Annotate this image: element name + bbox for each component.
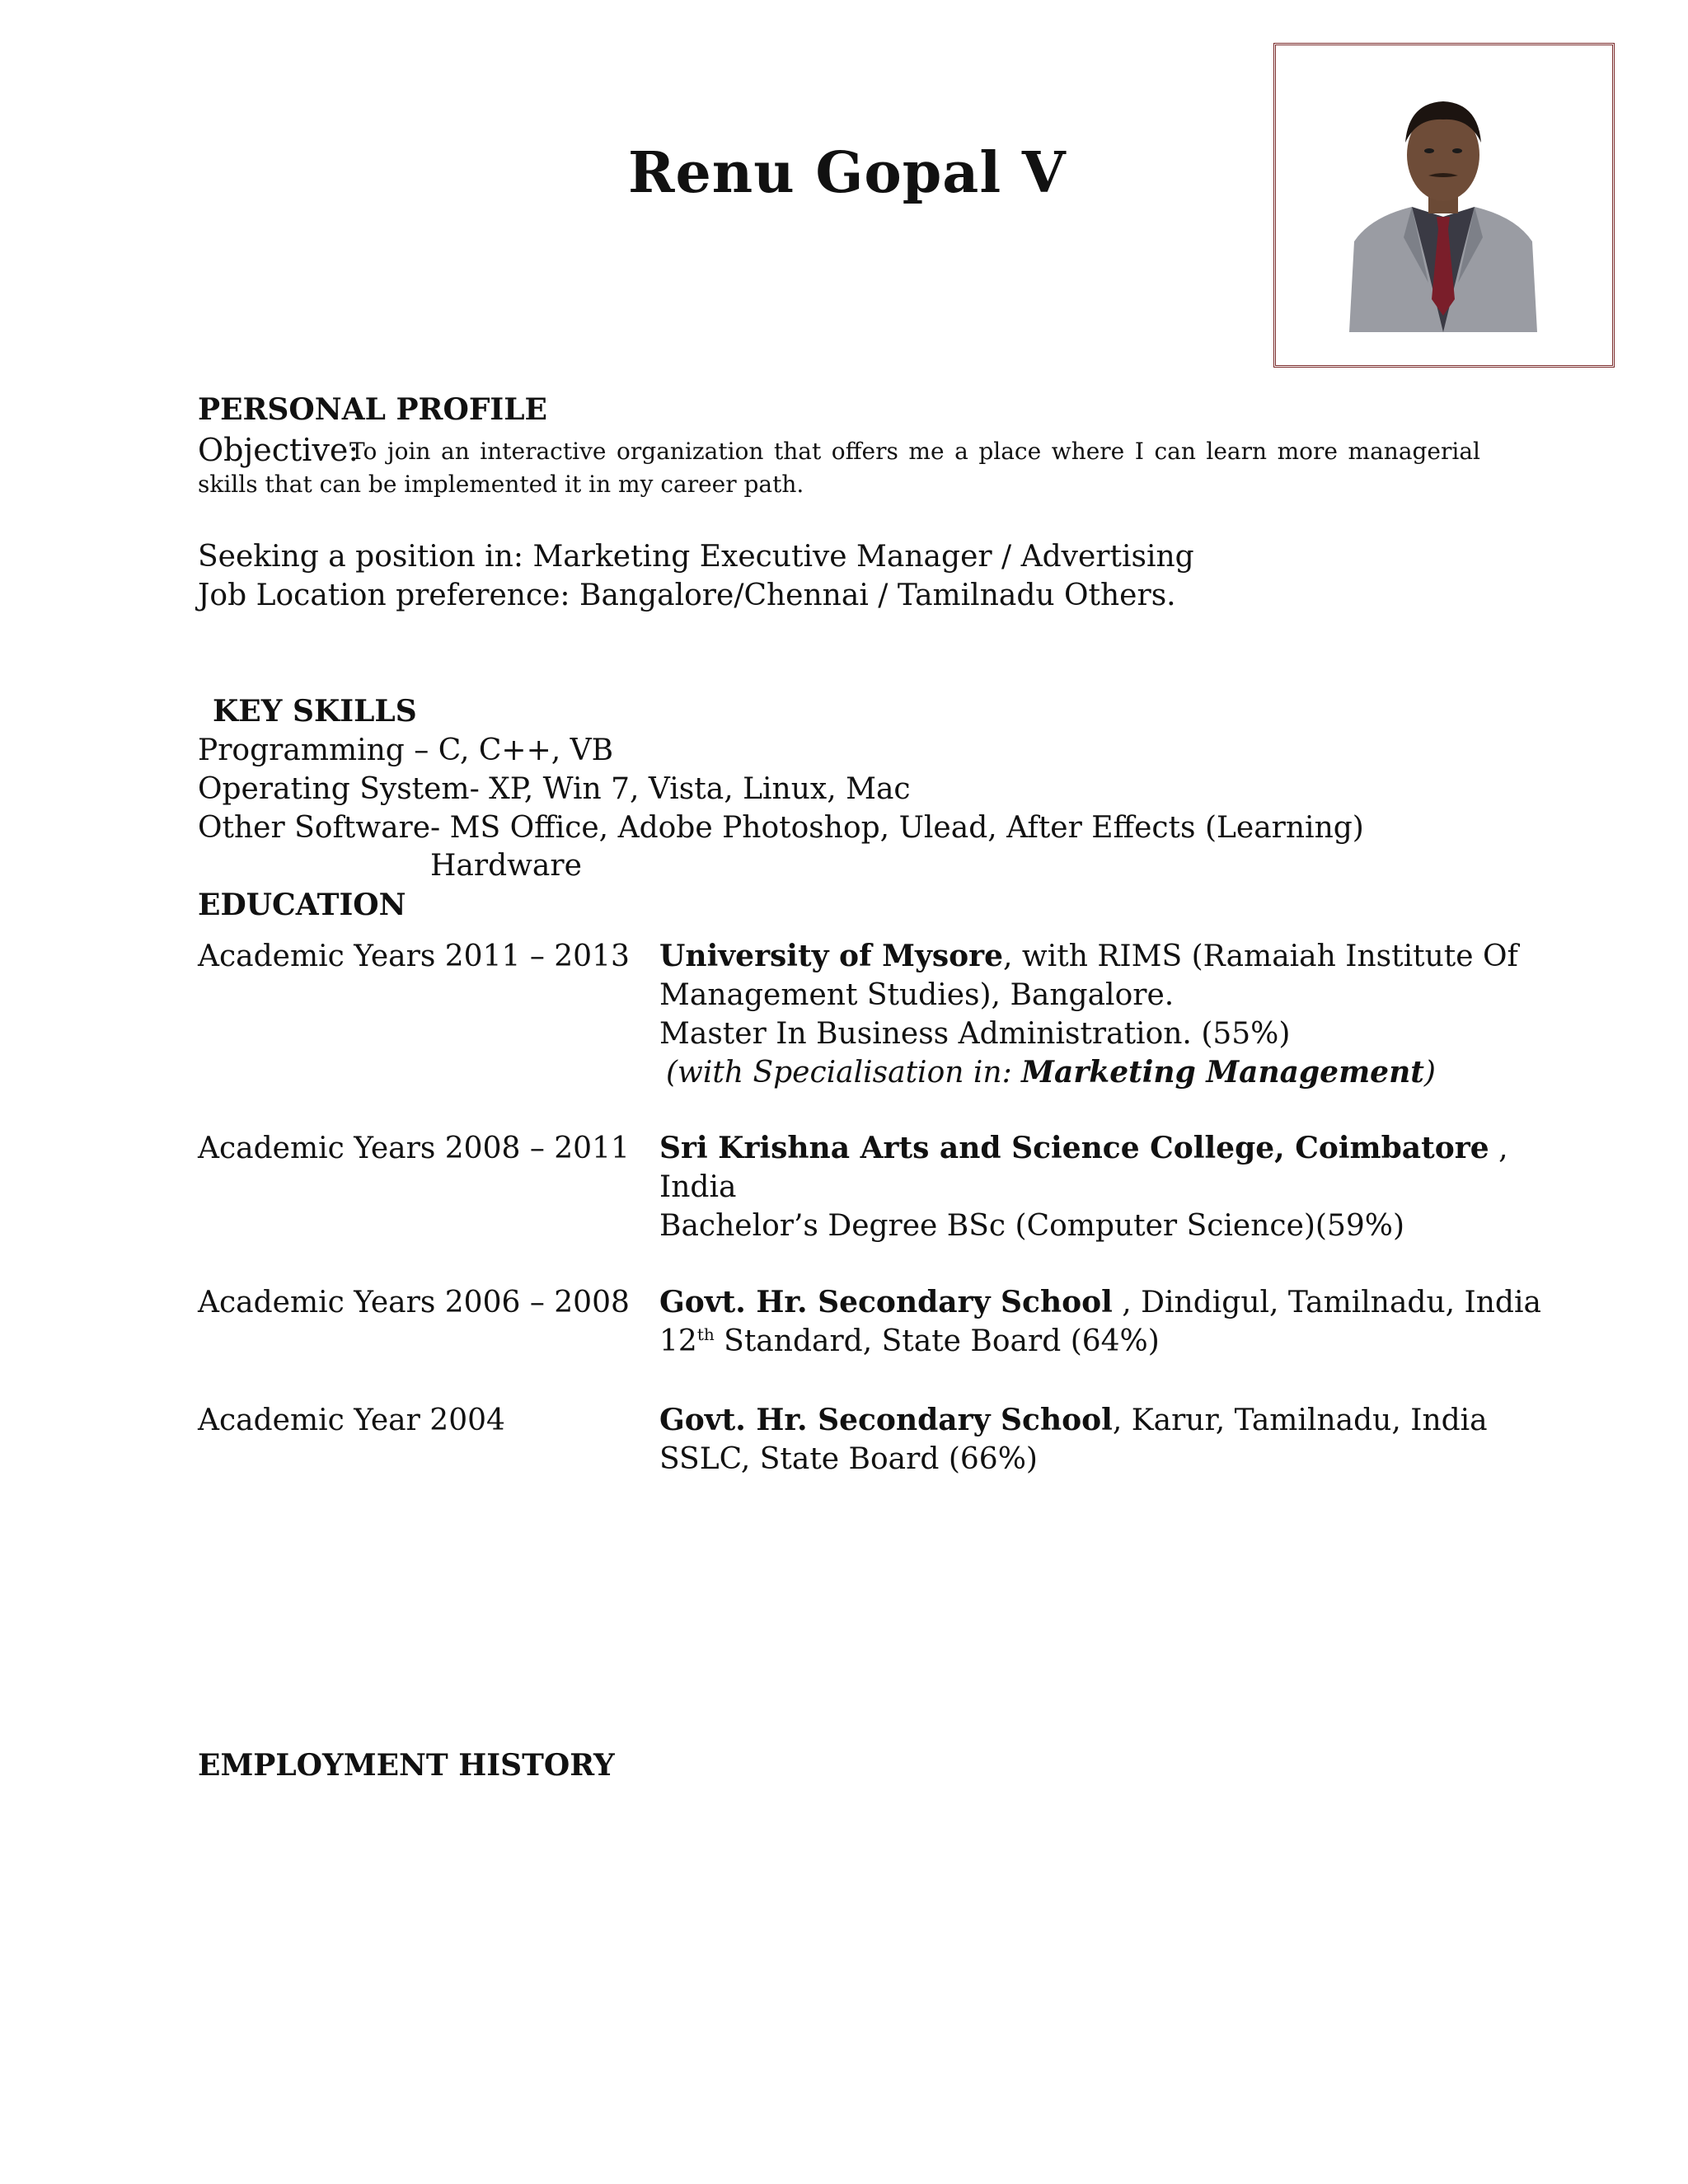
skill-operating-system: Operating System- XP, Win 7, Vista, Linux, Mac bbox=[198, 772, 911, 806]
job-location-preference: Job Location preference: Bangalore/Chennai / Tamilnadu Others. bbox=[198, 579, 1176, 612]
standard-number: 12 bbox=[659, 1324, 697, 1358]
institution-details: , bbox=[1489, 1132, 1508, 1165]
education-detail-line: Management Studies), Bangalore. bbox=[659, 978, 1175, 1012]
standard-details: Standard, State Board (64%) bbox=[714, 1324, 1160, 1358]
institution-details: , with RIMS (Ramaiah Institute Of bbox=[1003, 940, 1518, 973]
personal-profile-heading: PERSONAL PROFILE bbox=[198, 392, 547, 427]
education-specialisation bbox=[666, 1053, 1436, 1092]
education-institution-line bbox=[659, 1129, 1508, 1168]
key-skills-heading: KEY SKILLS bbox=[213, 694, 417, 729]
standard-suffix: th bbox=[696, 1324, 715, 1344]
education-degree bbox=[659, 1322, 1160, 1361]
education-degree: Bachelor’s Degree BSc (Computer Science)(59%) bbox=[659, 1209, 1405, 1243]
education-degree: Master In Business Administration. (55%) bbox=[659, 1017, 1291, 1051]
education-institution-line bbox=[659, 937, 1518, 976]
skill-hardware: Hardware bbox=[430, 849, 582, 883]
education-institution-line bbox=[659, 1283, 1541, 1322]
skill-other-software: Other Software- MS Office, Adobe Photoshop, Ulead, After Effects (Learning) bbox=[198, 811, 1364, 845]
institution-details: , Dindigul, Tamilnadu, India bbox=[1112, 1286, 1541, 1319]
profile-photo bbox=[1346, 93, 1540, 332]
objective-text: To join an interactive organization that offers me a place where I can learn more managerial skills that can be implemented it in my career path. bbox=[198, 438, 1480, 498]
seeking-position: Seeking a position in: Marketing Executive Manager / Advertising bbox=[198, 540, 1194, 574]
education-heading: EDUCATION bbox=[198, 888, 406, 922]
objective-label: Objective: bbox=[198, 432, 359, 468]
institution-name: Govt. Hr. Secondary School bbox=[659, 1285, 1113, 1319]
education-years: Academic Years 2006 – 2008 bbox=[198, 1286, 630, 1319]
institution-details: , Karur, Tamilnadu, India bbox=[1112, 1404, 1488, 1437]
skill-programming: Programming – C, C++, VB bbox=[198, 733, 614, 767]
profile-photo-frame bbox=[1273, 43, 1615, 368]
education-years: Academic Years 2008 – 2011 bbox=[198, 1132, 630, 1165]
institution-name: Sri Krishna Arts and Science College, Coimbatore bbox=[659, 1131, 1489, 1165]
education-institution-line bbox=[659, 1401, 1488, 1440]
employment-history-heading: EMPLOYMENT HISTORY bbox=[198, 1748, 615, 1783]
specialisation-suffix: ) bbox=[1423, 1056, 1436, 1090]
education-degree: SSLC, State Board (66%) bbox=[659, 1442, 1038, 1476]
education-detail-line: India bbox=[659, 1170, 737, 1204]
candidate-name: Renu Gopal V bbox=[628, 140, 1067, 206]
specialisation-prefix: (with Specialisation in: bbox=[666, 1056, 1022, 1090]
specialisation-value: Marketing Management bbox=[1021, 1055, 1424, 1090]
institution-name: Govt. Hr. Secondary School bbox=[659, 1403, 1113, 1437]
education-years: Academic Year 2004 bbox=[198, 1404, 505, 1437]
education-years: Academic Years 2011 – 2013 bbox=[198, 940, 630, 973]
institution-name: University of Mysore bbox=[659, 939, 1004, 973]
